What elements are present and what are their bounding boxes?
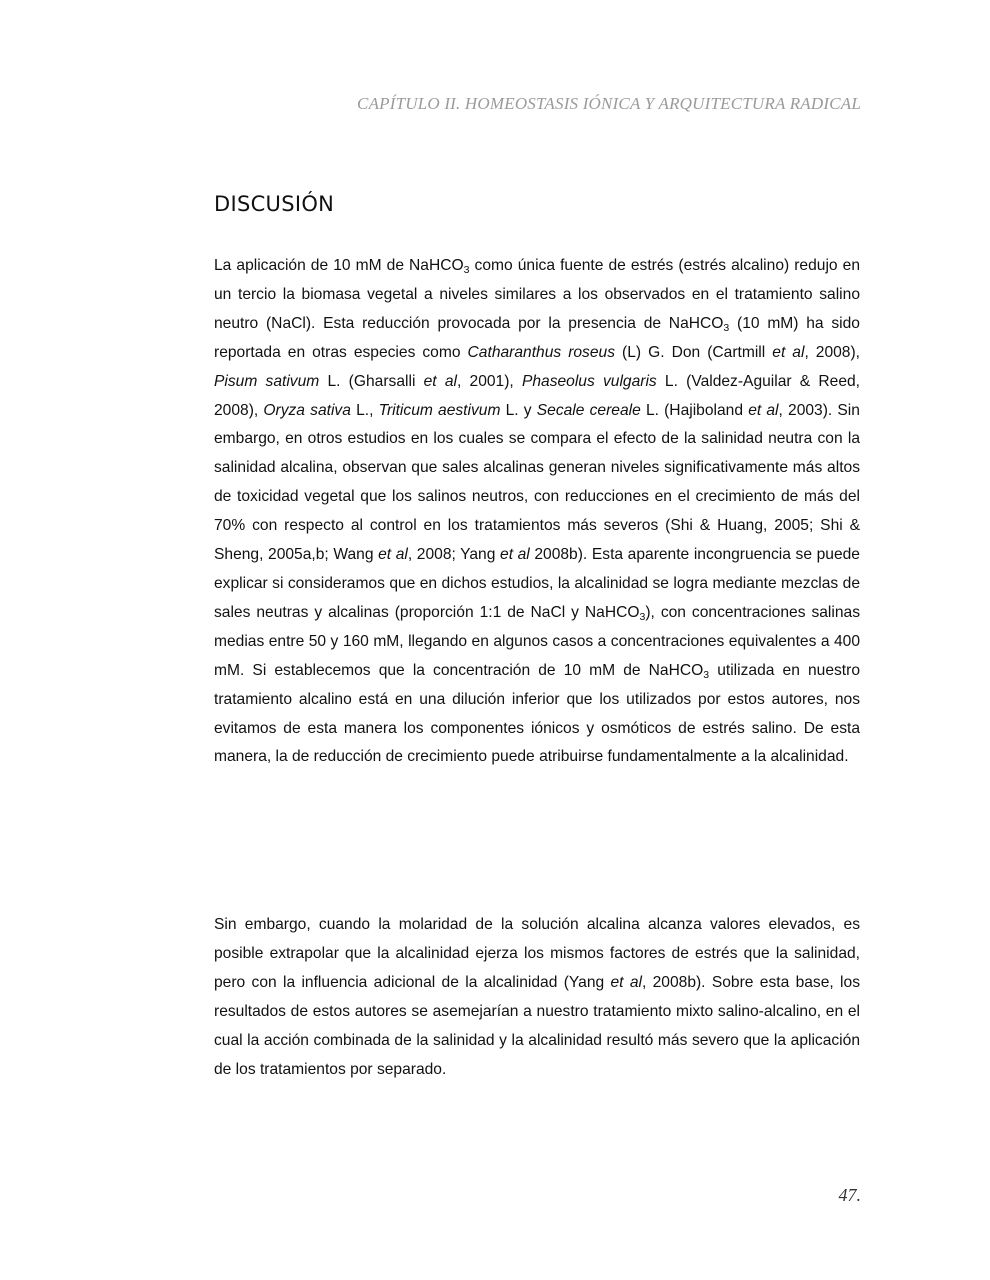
- text-run: , 2008; Yang: [407, 546, 501, 564]
- page-number: 47.: [838, 1185, 861, 1205]
- text-run: L. (Gharsalli: [319, 372, 424, 390]
- italic-term: Secale cereale: [536, 401, 641, 419]
- text-run: , 2001),: [456, 372, 522, 390]
- section-title: DISCUSIÓN: [214, 192, 335, 216]
- italic-term: et al: [500, 546, 530, 564]
- text-run: L. (Hajiboland: [640, 401, 749, 419]
- italic-term: et al: [748, 401, 779, 419]
- italic-term: Catharanthus roseus: [467, 343, 615, 361]
- text-run: Sin embargo, cuando la molaridad de la solución alcalina alcanza valores elevados, es posible extrapolar que la alcalinidad ejerza los mismos factores de estrés que la salinidad, pero con la influencia adicional de la alcalinidad (Yang: [214, 916, 860, 991]
- italic-term: et al: [423, 372, 457, 390]
- subscript: 3: [723, 321, 730, 334]
- italic-term: Oryza sativa: [263, 401, 351, 419]
- subscript: 3: [703, 668, 710, 681]
- text-run: 2008b). Esta aparente incongruencia se puede explicar si consideramos que en dichos estudios, la alcalinidad se logra mediante mezclas de sales neutras y alcalinas (proporción 1:1 de NaCl y NaHCO: [214, 546, 860, 621]
- italic-term: Pisum sativum: [214, 372, 320, 390]
- body-paragraph-1: [214, 252, 860, 772]
- italic-term: et al: [772, 343, 805, 361]
- body-paragraph-2: [214, 911, 860, 1084]
- text-run: utilizada en nuestro tratamiento alcalino está en una dilución inferior que los utilizados por estos autores, nos evitamos de esta manera los componentes iónicos y osmóticos de estrés salino. De esta manera, la de reducción de crecimiento puede atribuirse fundamentalmente a la alcalinidad.: [214, 661, 860, 766]
- subscript: 3: [463, 264, 470, 276]
- text-run: , 2008b). Sobre esta base, los resultados de estos autores se asemejarían a nuestro tratamiento mixto salino-alcalino, en el cual la acción combinada de la salinidad y la alcalinidad resultó más severo que la aplicación de los tratamientos por separado.: [214, 973, 860, 1078]
- italic-term: et al: [378, 546, 408, 564]
- running-header: CAPÍTULO II. HOMEOSTASIS IÓNICA Y ARQUITECTURA RADICAL: [357, 94, 861, 113]
- text-run: (L) G. Don (Cartmill: [615, 343, 773, 361]
- text-run: L. y: [500, 401, 537, 419]
- text-run: , 2003). Sin embargo, en otros estudios en los cuales se compara el efecto de la salinidad neutra con la salinidad alcalina, observan que sales alcalinas generan niveles significativamente más altos de toxicidad vegetal que los salinos neutros, con reducciones en el crecimiento de más del 70% con respecto al control en los tratamientos más severos (Shi & Huang, 2005; Shi & Sheng, 2005a,b; Wang: [214, 401, 860, 564]
- italic-term: et al: [610, 973, 642, 991]
- italic-term: Triticum aestivum: [378, 401, 501, 419]
- subscript: 3: [639, 610, 646, 623]
- italic-term: Phaseolus vulgaris: [521, 372, 657, 390]
- text-run: L. (Valdez-Aguilar & Reed, 2008),: [214, 372, 861, 419]
- text-run: ), con concentraciones salinas medias entre 50 y 160 mM, llegando en algunos casos a concentraciones equivalentes a 400 mM. Si establecemos que la concentración de 10 mM de NaHCO: [214, 603, 860, 679]
- text-run: L.,: [350, 401, 379, 419]
- text-run: , 2008),: [804, 343, 861, 361]
- text-run: como única fuente de estrés (estrés alcalino) redujo en un tercio la biomasa vegetal a niveles similares a los observados en el tratamiento salino neutro (NaCl). Esta reducción provocada por la presencia de NaHCO: [214, 257, 860, 332]
- text-run: (10 mM) ha sido reportada en otras especies como: [214, 314, 860, 361]
- text-run: La aplicación de 10 mM de NaHCO: [214, 257, 464, 274]
